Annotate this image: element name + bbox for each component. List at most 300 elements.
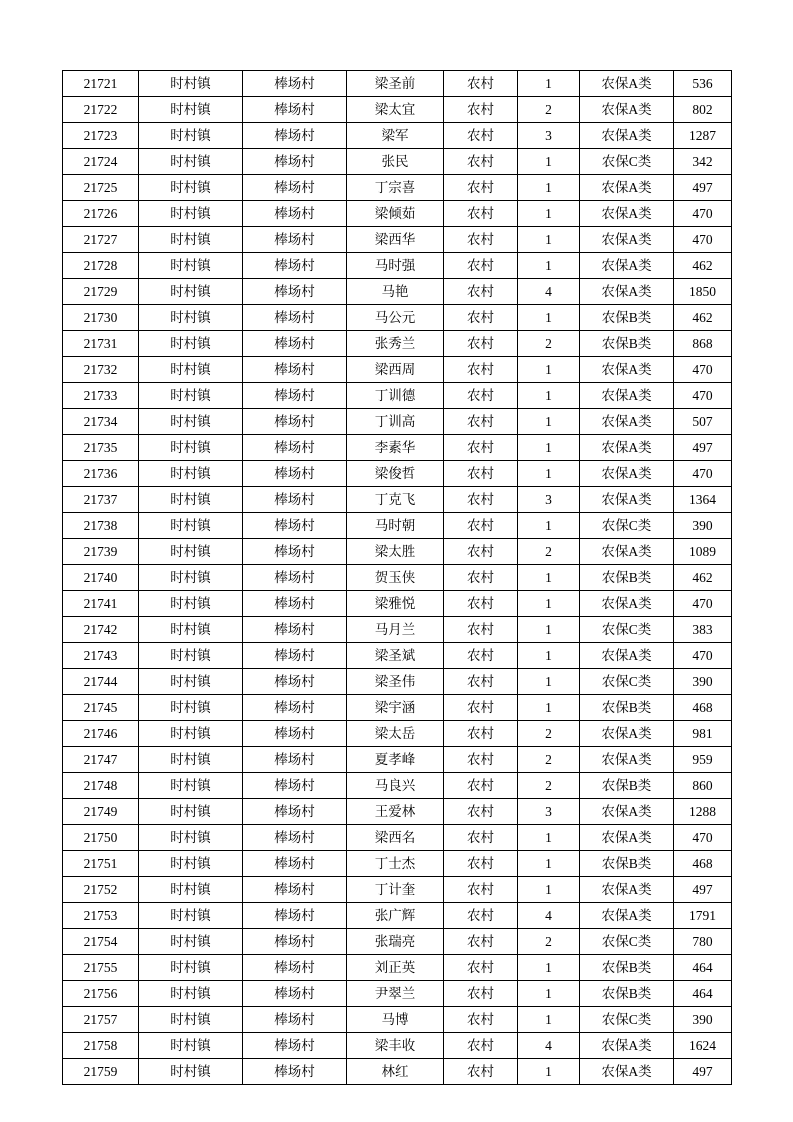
cell-household_type: 农村 xyxy=(444,357,518,383)
cell-category: 农保B类 xyxy=(580,305,674,331)
cell-count: 1 xyxy=(518,71,580,97)
cell-town: 时村镇 xyxy=(139,799,243,825)
cell-count: 1 xyxy=(518,383,580,409)
table-row xyxy=(63,409,732,435)
cell-village: 棒场村 xyxy=(243,71,347,97)
cell-amount: 470 xyxy=(674,591,732,617)
cell-amount: 780 xyxy=(674,929,732,955)
cell-id: 21744 xyxy=(63,669,139,695)
table-row xyxy=(63,383,732,409)
cell-amount: 383 xyxy=(674,617,732,643)
cell-household_type: 农村 xyxy=(444,513,518,539)
cell-count: 2 xyxy=(518,539,580,565)
cell-name: 梁圣前 xyxy=(347,71,444,97)
cell-household_type: 农村 xyxy=(444,97,518,123)
cell-category: 农保A类 xyxy=(580,539,674,565)
cell-household_type: 农村 xyxy=(444,539,518,565)
cell-household_type: 农村 xyxy=(444,695,518,721)
cell-category: 农保A类 xyxy=(580,409,674,435)
cell-town: 时村镇 xyxy=(139,383,243,409)
cell-category: 农保A类 xyxy=(580,747,674,773)
cell-count: 1 xyxy=(518,669,580,695)
cell-id: 21749 xyxy=(63,799,139,825)
subsidy-table xyxy=(62,70,732,1085)
cell-category: 农保A类 xyxy=(580,357,674,383)
cell-amount: 1364 xyxy=(674,487,732,513)
cell-household_type: 农村 xyxy=(444,123,518,149)
cell-village: 棒场村 xyxy=(243,201,347,227)
cell-category: 农保A类 xyxy=(580,383,674,409)
cell-household_type: 农村 xyxy=(444,331,518,357)
cell-name: 丁宗喜 xyxy=(347,175,444,201)
cell-count: 1 xyxy=(518,981,580,1007)
cell-id: 21752 xyxy=(63,877,139,903)
cell-town: 时村镇 xyxy=(139,435,243,461)
cell-name: 马时朝 xyxy=(347,513,444,539)
cell-household_type: 农村 xyxy=(444,253,518,279)
cell-amount: 390 xyxy=(674,1007,732,1033)
cell-count: 1 xyxy=(518,877,580,903)
cell-town: 时村镇 xyxy=(139,71,243,97)
cell-household_type: 农村 xyxy=(444,617,518,643)
cell-id: 21724 xyxy=(63,149,139,175)
cell-category: 农保A类 xyxy=(580,1059,674,1085)
cell-id: 21738 xyxy=(63,513,139,539)
cell-name: 梁圣斌 xyxy=(347,643,444,669)
cell-household_type: 农村 xyxy=(444,1033,518,1059)
table-row xyxy=(63,149,732,175)
table-row xyxy=(63,357,732,383)
cell-count: 1 xyxy=(518,565,580,591)
cell-count: 1 xyxy=(518,591,580,617)
cell-count: 1 xyxy=(518,955,580,981)
cell-id: 21729 xyxy=(63,279,139,305)
cell-name: 丁训高 xyxy=(347,409,444,435)
cell-household_type: 农村 xyxy=(444,747,518,773)
cell-amount: 1089 xyxy=(674,539,732,565)
cell-village: 棒场村 xyxy=(243,981,347,1007)
cell-village: 棒场村 xyxy=(243,747,347,773)
cell-count: 3 xyxy=(518,487,580,513)
cell-village: 棒场村 xyxy=(243,97,347,123)
cell-town: 时村镇 xyxy=(139,331,243,357)
cell-category: 农保B类 xyxy=(580,851,674,877)
cell-id: 21723 xyxy=(63,123,139,149)
cell-name: 张秀兰 xyxy=(347,331,444,357)
cell-village: 棒场村 xyxy=(243,851,347,877)
cell-town: 时村镇 xyxy=(139,929,243,955)
table-row xyxy=(63,877,732,903)
table-row xyxy=(63,825,732,851)
cell-name: 梁西华 xyxy=(347,227,444,253)
cell-id: 21754 xyxy=(63,929,139,955)
cell-amount: 342 xyxy=(674,149,732,175)
cell-count: 2 xyxy=(518,929,580,955)
cell-village: 棒场村 xyxy=(243,331,347,357)
cell-town: 时村镇 xyxy=(139,175,243,201)
cell-village: 棒场村 xyxy=(243,695,347,721)
cell-count: 1 xyxy=(518,253,580,279)
cell-village: 棒场村 xyxy=(243,799,347,825)
table-row xyxy=(63,851,732,877)
cell-amount: 860 xyxy=(674,773,732,799)
cell-name: 李素华 xyxy=(347,435,444,461)
cell-village: 棒场村 xyxy=(243,175,347,201)
cell-name: 马公元 xyxy=(347,305,444,331)
cell-name: 马月兰 xyxy=(347,617,444,643)
cell-id: 21721 xyxy=(63,71,139,97)
cell-household_type: 农村 xyxy=(444,227,518,253)
cell-id: 21737 xyxy=(63,487,139,513)
table-row xyxy=(63,1059,732,1085)
cell-count: 2 xyxy=(518,97,580,123)
cell-id: 21734 xyxy=(63,409,139,435)
cell-count: 1 xyxy=(518,513,580,539)
cell-village: 棒场村 xyxy=(243,929,347,955)
cell-id: 21757 xyxy=(63,1007,139,1033)
cell-town: 时村镇 xyxy=(139,695,243,721)
table-row xyxy=(63,97,732,123)
cell-household_type: 农村 xyxy=(444,825,518,851)
cell-village: 棒场村 xyxy=(243,825,347,851)
cell-village: 棒场村 xyxy=(243,1059,347,1085)
cell-category: 农保A类 xyxy=(580,643,674,669)
cell-household_type: 农村 xyxy=(444,175,518,201)
cell-count: 1 xyxy=(518,461,580,487)
cell-id: 21745 xyxy=(63,695,139,721)
cell-town: 时村镇 xyxy=(139,305,243,331)
cell-village: 棒场村 xyxy=(243,877,347,903)
cell-name: 丁计奎 xyxy=(347,877,444,903)
cell-household_type: 农村 xyxy=(444,383,518,409)
cell-household_type: 农村 xyxy=(444,591,518,617)
cell-household_type: 农村 xyxy=(444,955,518,981)
table-row xyxy=(63,773,732,799)
cell-category: 农保A类 xyxy=(580,1033,674,1059)
table-row xyxy=(63,1033,732,1059)
table-row xyxy=(63,747,732,773)
cell-village: 棒场村 xyxy=(243,305,347,331)
table-row xyxy=(63,591,732,617)
cell-amount: 470 xyxy=(674,383,732,409)
cell-household_type: 农村 xyxy=(444,487,518,513)
cell-name: 梁倾茹 xyxy=(347,201,444,227)
cell-amount: 1791 xyxy=(674,903,732,929)
cell-town: 时村镇 xyxy=(139,1059,243,1085)
cell-household_type: 农村 xyxy=(444,721,518,747)
cell-name: 马时强 xyxy=(347,253,444,279)
cell-amount: 470 xyxy=(674,825,732,851)
cell-town: 时村镇 xyxy=(139,773,243,799)
cell-town: 时村镇 xyxy=(139,851,243,877)
table-body xyxy=(63,71,732,1085)
cell-id: 21726 xyxy=(63,201,139,227)
cell-town: 时村镇 xyxy=(139,617,243,643)
cell-count: 2 xyxy=(518,331,580,357)
cell-town: 时村镇 xyxy=(139,565,243,591)
cell-village: 棒场村 xyxy=(243,435,347,461)
cell-town: 时村镇 xyxy=(139,955,243,981)
cell-household_type: 农村 xyxy=(444,773,518,799)
cell-amount: 470 xyxy=(674,461,732,487)
cell-amount: 536 xyxy=(674,71,732,97)
cell-count: 1 xyxy=(518,617,580,643)
cell-category: 农保A类 xyxy=(580,71,674,97)
cell-amount: 981 xyxy=(674,721,732,747)
cell-category: 农保C类 xyxy=(580,929,674,955)
cell-id: 21756 xyxy=(63,981,139,1007)
cell-amount: 1850 xyxy=(674,279,732,305)
cell-name: 丁训德 xyxy=(347,383,444,409)
cell-count: 1 xyxy=(518,201,580,227)
cell-village: 棒场村 xyxy=(243,461,347,487)
cell-name: 张民 xyxy=(347,149,444,175)
cell-id: 21727 xyxy=(63,227,139,253)
cell-village: 棒场村 xyxy=(243,903,347,929)
cell-town: 时村镇 xyxy=(139,123,243,149)
cell-household_type: 农村 xyxy=(444,279,518,305)
cell-amount: 497 xyxy=(674,877,732,903)
cell-household_type: 农村 xyxy=(444,903,518,929)
cell-amount: 470 xyxy=(674,357,732,383)
table-row xyxy=(63,617,732,643)
cell-category: 农保A类 xyxy=(580,877,674,903)
cell-town: 时村镇 xyxy=(139,747,243,773)
cell-name: 王爱林 xyxy=(347,799,444,825)
cell-household_type: 农村 xyxy=(444,71,518,97)
cell-id: 21741 xyxy=(63,591,139,617)
cell-town: 时村镇 xyxy=(139,643,243,669)
cell-id: 21748 xyxy=(63,773,139,799)
table-row xyxy=(63,331,732,357)
cell-household_type: 农村 xyxy=(444,409,518,435)
cell-village: 棒场村 xyxy=(243,383,347,409)
cell-id: 21746 xyxy=(63,721,139,747)
cell-count: 1 xyxy=(518,1059,580,1085)
cell-village: 棒场村 xyxy=(243,591,347,617)
cell-count: 1 xyxy=(518,1007,580,1033)
cell-count: 1 xyxy=(518,305,580,331)
table-row xyxy=(63,305,732,331)
cell-amount: 497 xyxy=(674,175,732,201)
table-row xyxy=(63,227,732,253)
cell-name: 梁太岳 xyxy=(347,721,444,747)
table-row xyxy=(63,695,732,721)
cell-id: 21751 xyxy=(63,851,139,877)
cell-village: 棒场村 xyxy=(243,253,347,279)
cell-town: 时村镇 xyxy=(139,903,243,929)
cell-village: 棒场村 xyxy=(243,1007,347,1033)
table-row xyxy=(63,253,732,279)
cell-town: 时村镇 xyxy=(139,1033,243,1059)
cell-village: 棒场村 xyxy=(243,357,347,383)
cell-id: 21735 xyxy=(63,435,139,461)
table-row xyxy=(63,799,732,825)
cell-category: 农保C类 xyxy=(580,1007,674,1033)
cell-amount: 1288 xyxy=(674,799,732,825)
cell-category: 农保A类 xyxy=(580,279,674,305)
cell-household_type: 农村 xyxy=(444,643,518,669)
cell-household_type: 农村 xyxy=(444,799,518,825)
table-row xyxy=(63,903,732,929)
cell-count: 3 xyxy=(518,799,580,825)
cell-name: 梁丰收 xyxy=(347,1033,444,1059)
table-row xyxy=(63,201,732,227)
cell-town: 时村镇 xyxy=(139,591,243,617)
cell-village: 棒场村 xyxy=(243,643,347,669)
cell-name: 丁克飞 xyxy=(347,487,444,513)
cell-category: 农保A类 xyxy=(580,175,674,201)
cell-name: 梁圣伟 xyxy=(347,669,444,695)
cell-name: 马艳 xyxy=(347,279,444,305)
cell-category: 农保A类 xyxy=(580,227,674,253)
cell-category: 农保A类 xyxy=(580,461,674,487)
cell-count: 1 xyxy=(518,695,580,721)
cell-name: 梁宇涵 xyxy=(347,695,444,721)
cell-household_type: 农村 xyxy=(444,201,518,227)
cell-count: 1 xyxy=(518,227,580,253)
cell-name: 张广辉 xyxy=(347,903,444,929)
cell-category: 农保B类 xyxy=(580,955,674,981)
cell-count: 1 xyxy=(518,825,580,851)
cell-amount: 507 xyxy=(674,409,732,435)
cell-category: 农保A类 xyxy=(580,123,674,149)
cell-name: 张瑞亮 xyxy=(347,929,444,955)
cell-amount: 497 xyxy=(674,1059,732,1085)
table-row xyxy=(63,981,732,1007)
cell-household_type: 农村 xyxy=(444,305,518,331)
cell-id: 21747 xyxy=(63,747,139,773)
cell-town: 时村镇 xyxy=(139,461,243,487)
cell-name: 马良兴 xyxy=(347,773,444,799)
cell-count: 1 xyxy=(518,357,580,383)
cell-town: 时村镇 xyxy=(139,149,243,175)
cell-amount: 470 xyxy=(674,227,732,253)
cell-id: 21750 xyxy=(63,825,139,851)
cell-town: 时村镇 xyxy=(139,97,243,123)
cell-household_type: 农村 xyxy=(444,669,518,695)
cell-name: 梁雅悦 xyxy=(347,591,444,617)
cell-amount: 1287 xyxy=(674,123,732,149)
cell-amount: 468 xyxy=(674,695,732,721)
table-row xyxy=(63,487,732,513)
cell-household_type: 农村 xyxy=(444,851,518,877)
cell-id: 21732 xyxy=(63,357,139,383)
cell-name: 梁西名 xyxy=(347,825,444,851)
cell-village: 棒场村 xyxy=(243,669,347,695)
cell-count: 2 xyxy=(518,773,580,799)
cell-amount: 468 xyxy=(674,851,732,877)
cell-amount: 470 xyxy=(674,643,732,669)
cell-household_type: 农村 xyxy=(444,461,518,487)
cell-village: 棒场村 xyxy=(243,227,347,253)
cell-category: 农保A类 xyxy=(580,721,674,747)
cell-town: 时村镇 xyxy=(139,201,243,227)
cell-amount: 959 xyxy=(674,747,732,773)
cell-id: 21742 xyxy=(63,617,139,643)
cell-town: 时村镇 xyxy=(139,279,243,305)
cell-household_type: 农村 xyxy=(444,929,518,955)
cell-town: 时村镇 xyxy=(139,253,243,279)
cell-amount: 462 xyxy=(674,305,732,331)
table-row xyxy=(63,175,732,201)
cell-town: 时村镇 xyxy=(139,513,243,539)
cell-amount: 464 xyxy=(674,955,732,981)
cell-category: 农保C类 xyxy=(580,617,674,643)
cell-category: 农保A类 xyxy=(580,591,674,617)
cell-village: 棒场村 xyxy=(243,409,347,435)
cell-count: 4 xyxy=(518,279,580,305)
table-row xyxy=(63,669,732,695)
cell-town: 时村镇 xyxy=(139,539,243,565)
cell-category: 农保A类 xyxy=(580,435,674,461)
cell-town: 时村镇 xyxy=(139,1007,243,1033)
cell-name: 梁俊哲 xyxy=(347,461,444,487)
cell-village: 棒场村 xyxy=(243,1033,347,1059)
cell-count: 1 xyxy=(518,175,580,201)
cell-category: 农保B类 xyxy=(580,695,674,721)
cell-village: 棒场村 xyxy=(243,539,347,565)
table-row xyxy=(63,71,732,97)
cell-name: 林红 xyxy=(347,1059,444,1085)
cell-id: 21733 xyxy=(63,383,139,409)
cell-category: 农保A类 xyxy=(580,487,674,513)
cell-village: 棒场村 xyxy=(243,149,347,175)
cell-count: 3 xyxy=(518,123,580,149)
cell-village: 棒场村 xyxy=(243,721,347,747)
cell-village: 棒场村 xyxy=(243,123,347,149)
cell-id: 21736 xyxy=(63,461,139,487)
cell-name: 梁太宜 xyxy=(347,97,444,123)
cell-count: 1 xyxy=(518,149,580,175)
cell-village: 棒场村 xyxy=(243,955,347,981)
cell-village: 棒场村 xyxy=(243,487,347,513)
table-row xyxy=(63,721,732,747)
cell-amount: 497 xyxy=(674,435,732,461)
table-row xyxy=(63,539,732,565)
cell-amount: 802 xyxy=(674,97,732,123)
table-row xyxy=(63,435,732,461)
cell-amount: 462 xyxy=(674,253,732,279)
table-row xyxy=(63,643,732,669)
cell-category: 农保B类 xyxy=(580,331,674,357)
cell-amount: 462 xyxy=(674,565,732,591)
cell-household_type: 农村 xyxy=(444,1007,518,1033)
cell-category: 农保B类 xyxy=(580,565,674,591)
table-row xyxy=(63,123,732,149)
cell-village: 棒场村 xyxy=(243,565,347,591)
cell-category: 农保A类 xyxy=(580,253,674,279)
cell-household_type: 农村 xyxy=(444,435,518,461)
cell-category: 农保C类 xyxy=(580,149,674,175)
cell-household_type: 农村 xyxy=(444,149,518,175)
cell-amount: 464 xyxy=(674,981,732,1007)
cell-category: 农保A类 xyxy=(580,201,674,227)
cell-village: 棒场村 xyxy=(243,513,347,539)
cell-id: 21722 xyxy=(63,97,139,123)
cell-category: 农保C类 xyxy=(580,513,674,539)
table-row xyxy=(63,279,732,305)
cell-id: 21728 xyxy=(63,253,139,279)
cell-count: 4 xyxy=(518,1033,580,1059)
cell-category: 农保A类 xyxy=(580,97,674,123)
cell-name: 马博 xyxy=(347,1007,444,1033)
cell-household_type: 农村 xyxy=(444,981,518,1007)
cell-town: 时村镇 xyxy=(139,877,243,903)
cell-count: 4 xyxy=(518,903,580,929)
cell-name: 梁太胜 xyxy=(347,539,444,565)
cell-id: 21730 xyxy=(63,305,139,331)
